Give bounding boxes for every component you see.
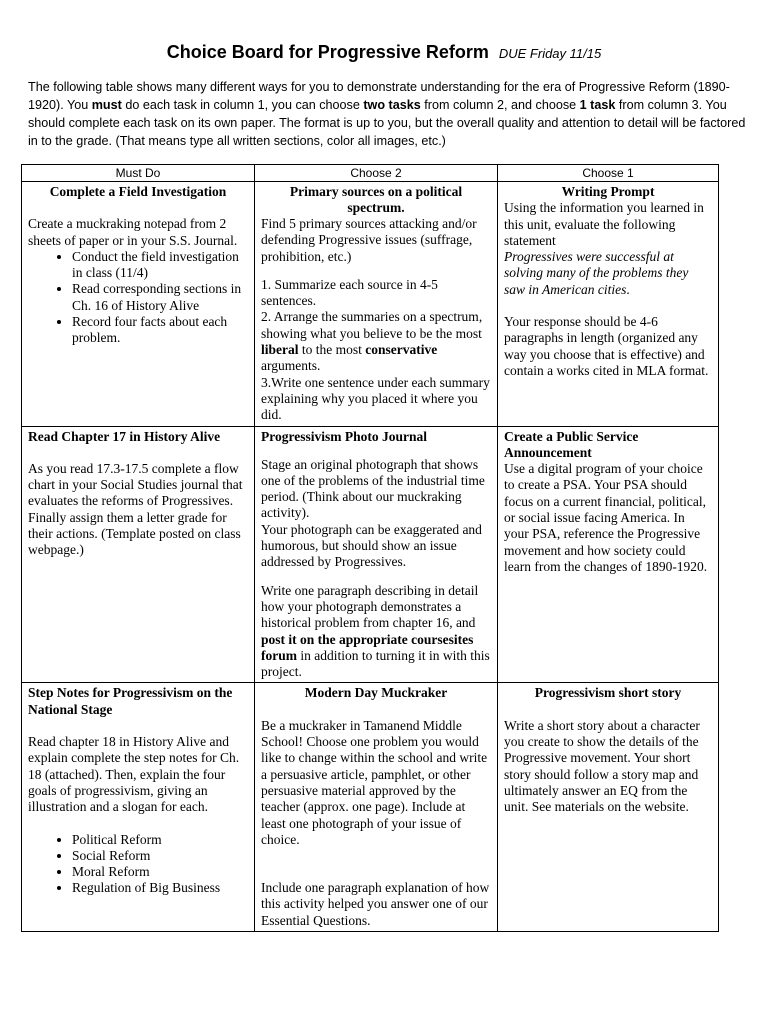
list-item: • Conduct the field investigation in class (11/4) xyxy=(72,249,248,282)
cell-modern-muckraker xyxy=(255,683,498,932)
cell-text: Write a short story about a character you create to show the details of the Progressive movement. Your short story should follow a story map and ultimately answer an EQ from the unit. See materials on the website. xyxy=(504,717,700,815)
cell-text-part: in addition to turning it in with this project. xyxy=(261,647,490,680)
due-date: DUE Friday 11/15 xyxy=(498,46,602,61)
cell-text: Read chapter 18 in History Alive and explain complete the step notes for Ch. 18 (attached). Then, explain the four goals of progressivism, giving an illustration and a slogan for each. xyxy=(28,734,240,815)
cell-text: As you read 17.3-17.5 complete a flow chart in your Social Studies journal that evaluates the reforms of Progressives. xyxy=(28,460,243,509)
choice-board-table xyxy=(21,164,719,932)
bullet-list xyxy=(28,249,248,347)
intro-must: must xyxy=(91,98,122,112)
intro-text-2: do each task in column 1, you can choose xyxy=(121,98,364,112)
cell-heading: Writing Prompt xyxy=(561,184,655,199)
cell-text: Stage an original photograph that shows one of the problems of the industrial time period. (Think about our muckraking activity). xyxy=(261,456,485,521)
liberal-text: liberal xyxy=(261,342,299,358)
cell-text: Using the information you learned in this unit, evaluate the following statement xyxy=(504,200,704,248)
table-row xyxy=(22,683,719,932)
cell-text: Include one paragraph explanation of how this activity helped you answer one of our Essential Questions. xyxy=(261,880,490,928)
list-item: • Moral Reform xyxy=(72,864,248,880)
cell-heading: Progressivism Photo Journal xyxy=(261,428,428,444)
list-item: • Record four facts about each problem. xyxy=(72,314,248,347)
table-row xyxy=(22,426,719,683)
conservative-text: conservative xyxy=(365,342,438,358)
cell-text: Find 5 primary sources attacking and/or defending Progressive issues (suffrage, prohibition, etc.) xyxy=(261,216,477,264)
cell-text: Your photograph can be exaggerated and humorous, but should show an issue addressed by Progressives. xyxy=(261,521,482,570)
table-header-row xyxy=(22,165,719,182)
cell-quote xyxy=(504,249,712,298)
cell-photo-journal xyxy=(255,426,498,683)
intro-two-tasks: two tasks xyxy=(363,98,421,112)
bullet-list xyxy=(28,832,248,897)
cell-text xyxy=(261,309,491,374)
cell-short-story xyxy=(498,683,719,932)
cell-text-part: Write one paragraph describing in detail how your photograph demonstrates a historical problem from chapter 16, and xyxy=(261,582,479,631)
page-title: Choice Board for Progressive Reform xyxy=(166,42,489,62)
cell-heading: Create a Public Service Announcement xyxy=(504,428,639,460)
header-choose-2: Choose 2 xyxy=(255,165,498,182)
cell-text: 3.Write one sentence under each summary explaining why you placed it where you did. xyxy=(261,374,490,423)
cell-text: Use a digital program of your choice to create a PSA. Your PSA should focus on a current financial, political, or social issue facing America. In your PSA, reference the Progressive movement and how society could learn from the changes of 1890-1920. xyxy=(504,461,708,574)
cell-heading: Read Chapter 17 in History Alive xyxy=(28,428,221,444)
cell-field-investigation xyxy=(22,182,255,427)
list-item: • Political Reform xyxy=(72,832,248,848)
cell-text-part: to the most xyxy=(298,342,366,358)
intro-one-task: 1 task xyxy=(579,98,616,112)
cell-text-part: 2. Arrange the summaries on a spectrum, showing what you believe to be the most xyxy=(261,309,483,341)
cell-heading: Primary sources on a political spectrum. xyxy=(289,184,463,215)
cell-heading: Step Notes for Progressivism on the National Stage xyxy=(28,685,233,717)
cell-text: Create a muckraking notepad from 2 sheets of paper or in your S.S. Journal. xyxy=(28,216,238,248)
cell-text-part: arguments. xyxy=(261,358,321,374)
cell-text xyxy=(261,583,491,681)
cell-step-notes xyxy=(22,683,255,932)
cell-heading: Modern Day Muckraker xyxy=(304,685,448,701)
list-item: • Social Reform xyxy=(72,848,248,864)
list-item: • Read corresponding sections in Ch. 16 of History Alive xyxy=(72,281,248,314)
cell-primary-sources xyxy=(255,182,498,427)
cell-text: 1. Summarize each source in 4-5 sentences. xyxy=(261,276,438,309)
quote-end: . xyxy=(626,281,630,297)
list-item: • Regulation of Big Business xyxy=(72,880,248,896)
intro-text-3: from column 2, and choose xyxy=(420,98,580,112)
header-choose-1: Choose 1 xyxy=(498,165,719,182)
intro-text-1: The following table shows many different ways for you to demonstrate understanding for the era of Progressive Reform (1890-1920). You xyxy=(28,80,730,112)
intro-paragraph xyxy=(28,78,750,150)
cell-psa xyxy=(498,426,719,683)
intro-text-4: from column 3. You should complete each task on its own paper. The format is up to you, but the overall quality and attention to detail will be factored in to the grade. (That means type all written sections, color all images, etc.) xyxy=(28,98,746,148)
cell-heading: Progressivism short story xyxy=(534,685,682,701)
cell-writing-prompt xyxy=(498,182,719,427)
quote-text: Progressives were successful at solving many of the problems they saw in American cities xyxy=(504,249,689,297)
cell-heading: Complete a Field Investigation xyxy=(49,184,227,199)
cell-text: Finally assign them a letter grade for their actions. (Template posted on class webpage.) xyxy=(28,509,241,558)
cell-read-chapter-17 xyxy=(22,426,255,683)
cell-text: Be a muckraker in Tamanend Middle School! Choose one problem you would like to change within the school and write a persuasive article, pamphlet, or other persuasive material approved by the teacher (approx. one page). Include at least one photograph of your issue of choice. xyxy=(261,717,488,847)
header-must-do: Must Do xyxy=(22,165,255,182)
forum-instruction: post it on the appropriate coursesites forum xyxy=(261,631,474,663)
title-line xyxy=(0,42,768,63)
table-row xyxy=(22,182,719,427)
cell-text: Your response should be 4-6 paragraphs in length (organized any way you choose that is effective) and contain a works cited in MLA format. xyxy=(504,314,709,378)
